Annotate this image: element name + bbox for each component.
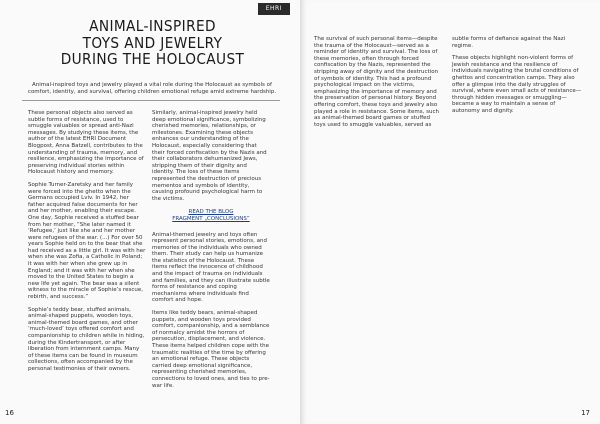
paragraph: Sophie Turner-Zaretsky and her family were forced into the ghetto when the Germans occupied Lviv. In 1942, her father acquired false documents for her and her mother, enabling their escape. One day, Sophie received a stuffed bear from her mother, “She later named it ‘Refugee,’ just like she and her mother were refugees of the war. (...) For over 50 years Sophie held on to the bear that she had received as a little girl. It was with her when she was Zofia, a Catholic in Poland; it was with her when she grew up in England; and it was with her when she moved to the United States to begin a new life yet again. The bear was a silent witness to the miracle of Sophie’s rescue, rebirth, and success.” bbox=[28, 181, 146, 301]
left-column-2 bbox=[152, 110, 270, 395]
right-page bbox=[300, 0, 600, 424]
title-line-2: TOYS AND JEWELRY bbox=[82, 33, 223, 52]
paragraph: The survival of such personal items—despite the trauma of the Holocaust—served as a reminder of identity and survival. The loss of these memories, often through forced confiscation by the Nazis, represented the stripping away of dignity and the destruction of symbols of identity. This had a profound psychological impact on the victims, emphasizing the importance of memory and the preservation of personal history. Beyond offering comfort, these toys and jewelry also played a role in resistance. Some items, such as animal-themed board games or stuffed toys used to smuggle valuables, served as bbox=[314, 36, 440, 128]
title-line-1: ANIMAL-INSPIRED bbox=[89, 17, 216, 35]
left-column-1 bbox=[28, 110, 146, 379]
paragraph: Animal-themed jewelry and toys often represent personal stories, emotions, and memories of the individuals who owned them. Their study can help us humanize the statistics of the Holocaust. These items reflect the innocence of childhood and the impact of trauma on individuals and families, and they can illustrate subtle forms of resistance and coping mechanisms where individuals find comfort and hope. bbox=[152, 231, 270, 304]
divider bbox=[22, 100, 280, 101]
paragraph: These objects highlight non-violent forms of Jewish resistance and the resilience of individuals navigating the brutal conditions of ghettos and concentration camps. They also offer a glimpse into the daily struggles of survival, where even small acts of resistance—through hidden messages or smuggling—became a way to maintain a sense of autonomy and dignity. bbox=[452, 55, 582, 114]
read-blog-line-1: READ THE BLOG bbox=[188, 209, 234, 216]
paragraph: Sophie’s teddy bear, stuffed animals, animal-shaped puppets, wooden toys, animal-themed board games, and other ‘much-loved’ toys offered comfort and companionship to children while in hiding, during the Kindertransport, or after liberation from internment camps. Many of these items can be found in museum collections, often accompanied by the personal testimonies of their owners. bbox=[28, 306, 145, 372]
title-line-3: DURING THE HOLOCAUST bbox=[60, 50, 245, 68]
page-number-left: 16 bbox=[5, 409, 14, 417]
lead-paragraph: Animal-inspired toys and jewelry played a vital role during the Holocaust as symbols of comfort, identity, and survival, offering children emotional refuge amid extreme hardship. bbox=[27, 82, 277, 96]
paragraph: These personal objects also served as subtle forms of resistance, used to smuggle valuables or spread anti-Nazi messages. By studying these items, the author of the latest EHRI Document Blogpost, Anna Batzell, contributes to the understanding of trauma, memory, and resilience, emphasizing the importance of preserving individual stories within Holocaust history and memory. bbox=[28, 110, 144, 176]
right-column-1 bbox=[314, 36, 442, 134]
paragraph: subtle forms of defiance against the Nazi regime. bbox=[452, 36, 566, 49]
page-number-right: 17 bbox=[581, 409, 590, 417]
paragraph: Items like teddy bears, animal-shaped puppets, and wooden toys provided comfort, companionship, and a semblance of normalcy amidst the horrors of persecution, displacement, and violence. These items helped children cope with the traumatic realities of the time by offering an emotional refuge. These objects carried deep emotional significance, representing cherished memories, connections to loved ones, and ties to pre-war life. bbox=[152, 310, 270, 389]
page-title bbox=[20, 18, 285, 68]
paragraph: Similarly, animal-inspired jewelry held deep emotional significance, symbolizing cherished memories, relationships, or milestones. Examining these objects enhances our understanding of the Holocaust, especially considering that their forced confiscation by the Nazis and their collaborators dehumanized Jews, stripping them of their dignity and identity. The loss of these items represented the destruction of precious mementos and symbols of identity, causing profound psychological harm to the victims. bbox=[152, 110, 267, 202]
ehri-tag: EHRI bbox=[258, 3, 290, 15]
read-blog-link[interactable] bbox=[152, 209, 270, 222]
read-blog-line-2: FRAGMENT „CONCLUSIONS” bbox=[172, 215, 250, 222]
right-column-2 bbox=[452, 36, 582, 121]
